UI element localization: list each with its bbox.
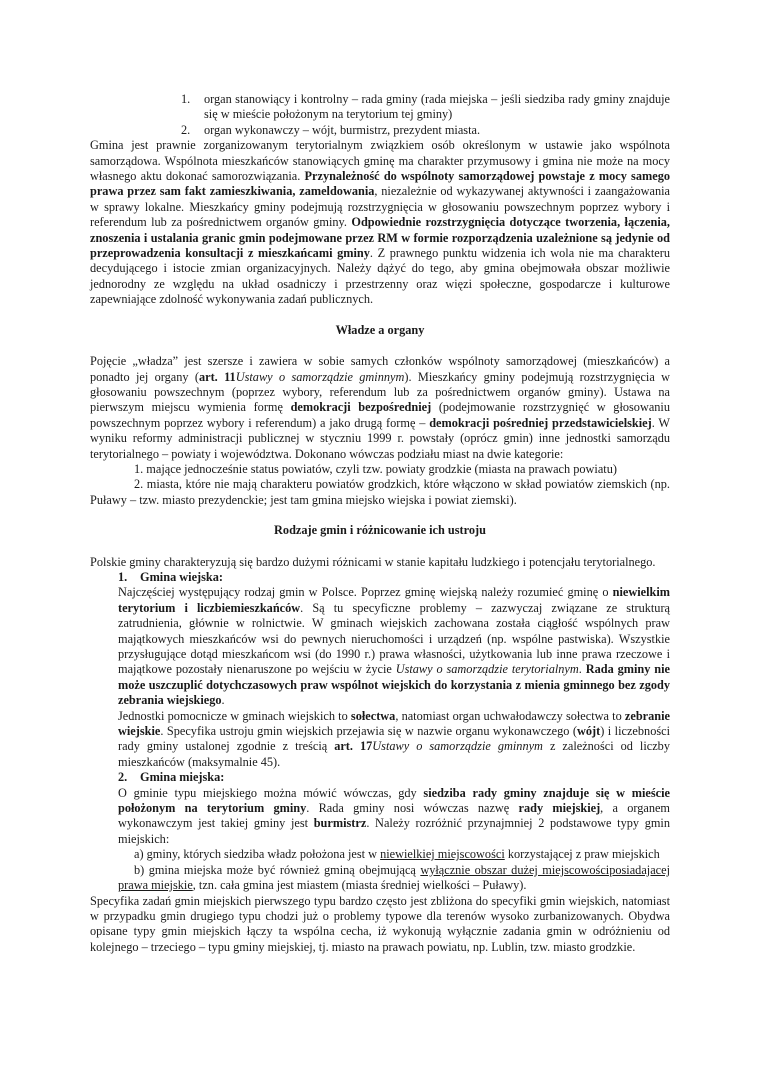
type-item-b: b) gmina miejska może być również gminą obejmującą wyłącznie obszar dużej miejscowościposiadajacej prawa miejskie, tzn. cała gmina jest miastem (miasta średniej wielkości – Puławy). [118, 862, 670, 893]
paragraph-wladza: Pojęcie „władza” jest szersze i zawiera w sobie samych członków wspólnoty samorządowej (mieszkańców) a ponadto jej organy (art. 11Ustawy o samorządzie gminnym). Mieszkańcy gminy podejmują rozstrzygnięcia w głosowaniu powszechnym (poprzez wybory, referendum lub za pośrednictwem organów gminy). Ustawa na pierwszym miejscu wymienia formę demokracji bezpośredniej (podejmowanie rozstrzygnięć w głosowaniu powszechnym poprzez wybory i referendum) a jako drugą formę – demokracji pośredniej przedstawicielskiej. W wyniku reformy administracji publicznej w styczniu 1999 r. powstały (oprócz gmin) inne jednostki samorządu terytorialnego – powiaty i województwa. Dokonano wówczas podziału miast na dwie kategorie: [90, 354, 671, 461]
list-text: organ wykonawczy – wójt, burmistrz, prezydent miasta. [204, 122, 481, 137]
paragraph-gmina-wiejska: Najczęściej występujący rodzaj gmin w Polsce. Poprzez gminę wiejską należy rozumieć gminę o niewielkim terytorium i liczbiemieszkańców. Są tu specyficzne problemy – zazwyczaj związane ze strukturą zatrudnienia, głównie w rolnictwie. W gminach wiejskich zachowana została ciągłość wspólnych praw majątkowych mieszkańców wsi do pewnych nieruchomości i urządzeń (np. wspólne pastwiska). Wszystkie przysługujące dotąd mieszkańcom wsi (do 1990 r.) prawa własności, użytkowania lub inne prawa rzeczowe i majątkowe pozostały nienaruszone po wejściu w życie Ustawy o samorządzie terytorialnym. Rada gminy nie może uszczuplić dotychczasowych praw wspólnot wiejskich do korzystania z mienia gminnego bez zgody zebrania wiejskiego. [118, 585, 671, 708]
category-item-2: 2. miasta, które nie mają charakteru powiatów grodzkich, które włączono w skład powiatów ziemskich (np. Puławy – tzw. miasto prezydenckie; jest tam gmina miejsko wiejska i powiat ziemski). [90, 477, 670, 507]
category-item-1: 1. mające jednocześnie status powiatów, czyli tzw. powiaty grodzkie (miasta na prawach powiatu) [134, 461, 617, 476]
list-text: organ stanowiący i kontrolny – rada gminy (rada miejska – jeśli siedziba rady gminy znajduje się w mieście położonym na terytorium tej gminy) [204, 92, 670, 122]
paragraph-solectwa: Jednostki pomocnicze w gminach wiejskich to sołectwa, natomiast organ uchwałodawczy sołectwa to zebranie wiejskie. Specyfika ustroju gmin wiejskich przejawia się w nazwie organu wykonawczego (wójt) i liczebności rady gminy ustalonej zgodnie z treścią art. 17Ustawy o samorządzie gminnym z zależności od liczby mieszkańców (maksymalnie 45). [118, 708, 670, 769]
section-heading-rodzaje: Rodzaje gmin i różnicowanie ich ustroju [274, 523, 486, 538]
paragraph-gmina-miejska: O gminie typu miejskiego można mówić wówczas, gdy siedziba rady gminy znajduje się w mieście położonym na terytorium gminy. Rada gminy nosi wówczas nazwę rady miejskiej, a organem wykonawczym jest takiej gminy jest burmistrz. Należy rozróżnić przynajmniej 2 podstawowe typy gmin miejskich: [118, 785, 670, 846]
list-item [90, 123, 670, 138]
organs-list [90, 92, 670, 138]
paragraph-polskie-gminy: Polskie gminy charakteryzują się bardzo dużymi różnicami w stanie kapitału ludzkiego i potencjału terytorialnego. [90, 554, 656, 569]
subsection-heading-wiejska: 1. Gmina wiejska: [118, 569, 224, 584]
paragraph-gmina-definition: Gmina jest prawnie zorganizowanym terytorialnym związkiem osób określonym w ustawie jako wspólnota samorządowa. Wspólnota mieszkańców stanowiących gminę ma charakter przymusowy i gmina nie może na mocy własnego aktu dokonać samorozwiązania. Przynależność do wspólnoty samorządowej powstaje z mocy samego prawa przez sam fakt zamieszkiwania, zameldowania, niezależnie od wykazywanej aktywności i zaangażowania w sprawy lokalne. Mieszkańcy gminy podejmują rozstrzygnięcia w głosowaniu powszechnym poprzez wybory i referendum lub za pośrednictwem organów gminy. Odpowiednie rozstrzygnięcia dotyczące tworzenia, łączenia, znoszenia i ustalania granic gmin podejmowane przez RM w formie rozporządzenia uzależnione są jedynie od przeprowadzenia konsultacji z mieszkańcami gminy. Z prawnego punktu widzenia ich wola nie ma charakteru decydującego i istocie zmian organizacyjnych. Należy dążyć do tego, aby gmina obejmowała obszar możliwie jednorodny ze względu na układ osadniczy i przestrzenny oraz więzi społeczne, gospodarcze i kulturowe zapewniające zdolność wykonywania zadań publicznych. [90, 138, 670, 307]
list-number: 1. [181, 92, 191, 106]
type-item-a: a) gminy, których siedziba władz położona jest w niewielkiej miejscowości korzystającej z praw miejskich [134, 847, 660, 862]
document-page [90, 92, 670, 955]
section-heading-wladze: Władze a organy [335, 322, 425, 337]
paragraph-specyfika: Specyfika zadań gmin miejskich pierwszego typu bardzo często jest zbliżona do specyfiki gmin wiejskich, natomiast w przypadku gmin drugiego typu chodzi już o problemy typowe dla terenów wysoko zurbanizowanych. Obydwa opisane typy gmin miejskich łączy ta wspólna cecha, iż wykonują wyłącznie zadania gmin w odróżnieniu od kolejnego – trzeciego – typu gminy miejskiej, tj. miasto na prawach powiatu, np. Lublin, tzw. miasto grodzkie. [90, 893, 670, 954]
subsection-heading-miejska: 2. Gmina miejska: [118, 770, 225, 785]
list-item [90, 92, 670, 123]
list-number: 2. [181, 122, 191, 137]
